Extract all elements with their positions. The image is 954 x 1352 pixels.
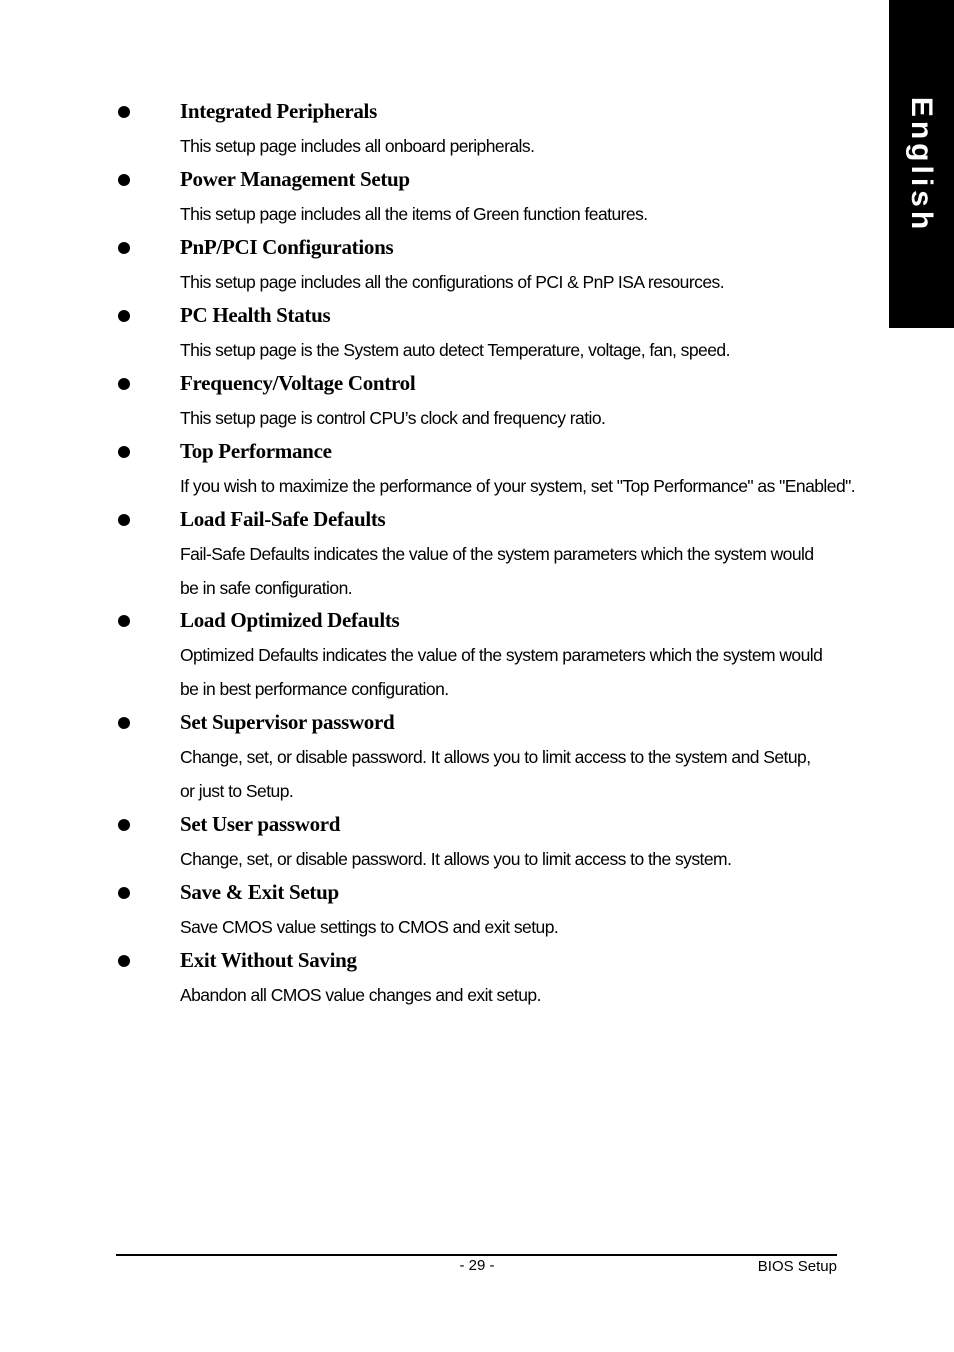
menu-item-title: Frequency/Voltage Control bbox=[180, 371, 416, 395]
bullet-icon bbox=[118, 446, 130, 458]
bullet-icon bbox=[118, 819, 130, 831]
menu-item-description: be in best performance configuration. bbox=[180, 679, 449, 699]
menu-item-description: Save CMOS value settings to CMOS and exit setup. bbox=[180, 917, 559, 937]
menu-item-title: Exit Without Saving bbox=[180, 948, 357, 972]
menu-item-title: Integrated Peripherals bbox=[180, 99, 377, 123]
bullet-icon bbox=[118, 106, 130, 118]
menu-item-title: Power Management Setup bbox=[180, 167, 410, 191]
bullet-icon bbox=[118, 242, 130, 254]
bullet-icon bbox=[118, 955, 130, 967]
menu-item-description: This setup page is the System auto detect Temperature, voltage, fan, speed. bbox=[180, 340, 730, 360]
menu-item-description: If you wish to maximize the performance of your system, set "Top Performance" as "Enabled". bbox=[180, 476, 856, 496]
bullet-icon bbox=[118, 887, 130, 899]
bullet-icon bbox=[118, 717, 130, 729]
menu-item-title: PnP/PCI Configurations bbox=[180, 235, 394, 259]
menu-item-description: This setup page includes all onboard peripherals. bbox=[180, 136, 535, 156]
language-tab-label: English bbox=[905, 96, 938, 234]
menu-item-description: Fail-Safe Defaults indicates the value of the system parameters which the system would bbox=[180, 544, 814, 564]
language-tab bbox=[889, 0, 954, 328]
menu-item-description: This setup page is control CPU’s clock and frequency ratio. bbox=[180, 408, 606, 428]
bullet-icon bbox=[118, 615, 130, 627]
menu-item-description: Abandon all CMOS value changes and exit setup. bbox=[180, 985, 541, 1005]
menu-item-title: Load Optimized Defaults bbox=[180, 608, 400, 632]
menu-item-description: Optimized Defaults indicates the value of the system parameters which the system would bbox=[180, 645, 823, 665]
menu-item-title: Set Supervisor password bbox=[180, 710, 395, 734]
menu-item-description: This setup page includes all the configurations of PCI & PnP ISA resources. bbox=[180, 272, 725, 292]
bullet-icon bbox=[118, 174, 130, 186]
menu-item-description: be in safe configuration. bbox=[180, 578, 353, 598]
menu-item-title: Top Performance bbox=[180, 439, 332, 463]
menu-item-title: PC Health Status bbox=[180, 303, 331, 327]
menu-item-description: Change, set, or disable password. It allows you to limit access to the system. bbox=[180, 849, 732, 869]
page-number: - 29 - bbox=[459, 1257, 495, 1274]
bullet-icon bbox=[118, 378, 130, 390]
menu-item-description: Change, set, or disable password. It allows you to limit access to the system and Setup, bbox=[180, 747, 811, 767]
footer-section-title: BIOS Setup bbox=[757, 1258, 837, 1275]
menu-item-description: or just to Setup. bbox=[180, 781, 294, 801]
menu-item-title: Load Fail-Safe Defaults bbox=[180, 507, 386, 531]
menu-item-title: Save & Exit Setup bbox=[180, 880, 339, 904]
bullet-icon bbox=[118, 310, 130, 322]
menu-item-description: This setup page includes all the items of Green function features. bbox=[180, 204, 648, 224]
menu-item-title: Set User password bbox=[180, 812, 341, 836]
footer-divider bbox=[116, 1254, 837, 1256]
bullet-icon bbox=[118, 514, 130, 526]
